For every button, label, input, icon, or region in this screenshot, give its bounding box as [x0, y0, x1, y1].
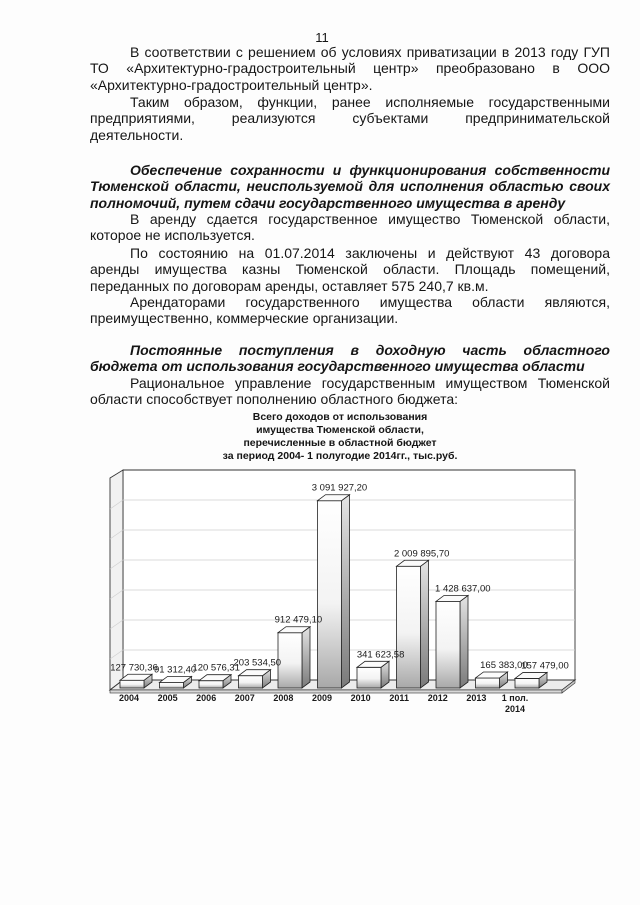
text-line: Таким образом, функции, ранее исполняемые государственными: [130, 94, 610, 110]
chart-title-line: имущества Тюменской области,: [256, 424, 424, 436]
x-tick-label-2009: 2009: [311, 693, 333, 703]
section-heading-income: [90, 342, 610, 375]
paragraph-budget: [90, 375, 610, 408]
paragraph-privatization: [90, 44, 610, 93]
data-label-2014-h1: 157 479,00: [521, 660, 569, 672]
bar-2011: [397, 560, 429, 688]
x-tick-label-2011: 2011: [389, 693, 409, 703]
text-line: Рациональное управление государственным имуществом Тюменской: [130, 375, 610, 391]
bar-front: [120, 680, 144, 688]
text-line: которое не используется.: [90, 227, 255, 244]
bar-2007: [239, 670, 271, 688]
bar-front: [515, 678, 539, 688]
x-tick-label-2008: 2008: [273, 693, 294, 703]
text-line: По состоянию на 01.07.2014 заключены и действуют 43 договора: [130, 245, 610, 261]
heading-line: бюджета от использования государственного имущества области: [90, 358, 585, 375]
x-tick-label-2006: 2006: [196, 693, 217, 703]
bar-2004: [120, 674, 152, 688]
text-line: преимущественно, коммерческие организации.: [90, 310, 399, 327]
bar-2009: [318, 495, 350, 688]
text-line: Арендаторами государственного имущества области являются,: [130, 294, 610, 310]
data-label-2011: 2 009 895,70: [393, 548, 450, 560]
bar-front: [199, 681, 223, 688]
bar-2008: [278, 627, 310, 688]
data-label-2013: 165 383,00: [480, 659, 528, 671]
heading-line: полномочий, путем сдачи государственного имущества в аренду: [90, 194, 566, 211]
bar-2014-h1: [515, 672, 547, 688]
data-label-2008: 912 479,10: [274, 614, 323, 626]
bar-side: [342, 495, 350, 688]
heading-line: Обеспечение сохранности и функционирования собственности: [130, 162, 610, 178]
bar-front: [239, 676, 263, 688]
x-tick-label-line: 1 пол.: [501, 693, 529, 703]
bar-side: [302, 627, 310, 688]
data-label-2006: 120 576,31: [192, 662, 240, 674]
x-tick-label-2005: 2005: [157, 693, 178, 703]
chart-title-line: Всего доходов от использования: [252, 411, 428, 423]
chart-title: [170, 411, 510, 463]
text-line: области способствует пополнению областного бюджета:: [90, 391, 459, 408]
x-axis-tick-labels: [119, 693, 528, 714]
bar-front: [436, 601, 460, 688]
text-line: «Архитектурно-градостроительный центр».: [90, 76, 373, 93]
x-tick-label-2013: 2013: [466, 693, 487, 703]
bar-front: [357, 667, 381, 688]
text-line: деятельности.: [90, 126, 184, 143]
data-label-2010: 341 623,58: [356, 649, 405, 661]
bar-front: [160, 682, 184, 688]
bar-front: [476, 678, 500, 688]
bar-2006: [199, 675, 231, 688]
revenue-bar-chart: [100, 462, 590, 722]
chart-left-wall: [110, 470, 123, 690]
text-line: переданных по договорам аренды, оставляет 575 240,7 кв.м.: [90, 277, 489, 294]
paragraph-rent-contracts: [90, 245, 610, 294]
x-tick-label-line: 2014: [504, 704, 526, 714]
bar-2013: [476, 672, 508, 688]
chart-title-line: перечисленные в областной бюджет: [243, 437, 437, 449]
data-label-2009: 3 091 927,20: [311, 482, 368, 494]
heading-line: Тюменской области, неиспользуемой для исполнения областью своих: [90, 178, 610, 195]
section-heading-rent: [90, 162, 610, 211]
data-label-2005: 91 312,40: [153, 664, 197, 676]
x-tick-label-2012: 2012: [427, 693, 448, 703]
x-tick-label-2014-h1: [502, 693, 528, 714]
data-label-2012: 1 428 637,00: [435, 583, 491, 595]
chart-floor-edge: [110, 690, 562, 693]
text-line: аренды имущества казны Тюменской области. Площадь помещений,: [90, 261, 610, 278]
heading-line: Постоянные поступления в доходную часть областного: [130, 342, 610, 358]
text-line: В аренду сдается государственное имущество Тюменской области,: [130, 211, 610, 227]
x-tick-label-2004: 2004: [118, 693, 140, 703]
bar-side: [421, 560, 429, 688]
data-label-2007: 203 534,50: [233, 657, 282, 669]
text-line: ТО «Архитектурно-градостроительный центр» преобразовано в ООО: [90, 60, 610, 77]
paragraph-functions: [90, 94, 610, 143]
paragraph-rent-property: [90, 211, 610, 244]
page-number: 11: [315, 30, 329, 45]
chart-title-line: за период 2004- 1 полугодие 2014гг., тыс.руб.: [222, 450, 458, 462]
data-label-2004: 127 730,36: [110, 662, 158, 674]
bar-side: [460, 595, 468, 688]
x-tick-label-2007: 2007: [234, 693, 255, 703]
text-line: В соответствии с решением об условиях приватизации в 2013 году ГУП: [130, 44, 610, 60]
bar-2010: [357, 661, 389, 688]
x-tick-label-2010: 2010: [350, 693, 371, 703]
bar-front: [278, 633, 302, 688]
bar-front: [397, 566, 421, 688]
bar-front: [318, 501, 342, 688]
bar-2012: [436, 595, 468, 688]
text-line: предприятиями, реализуются субъектами предпринимательской: [90, 110, 610, 127]
paragraph-tenants: [90, 294, 610, 327]
